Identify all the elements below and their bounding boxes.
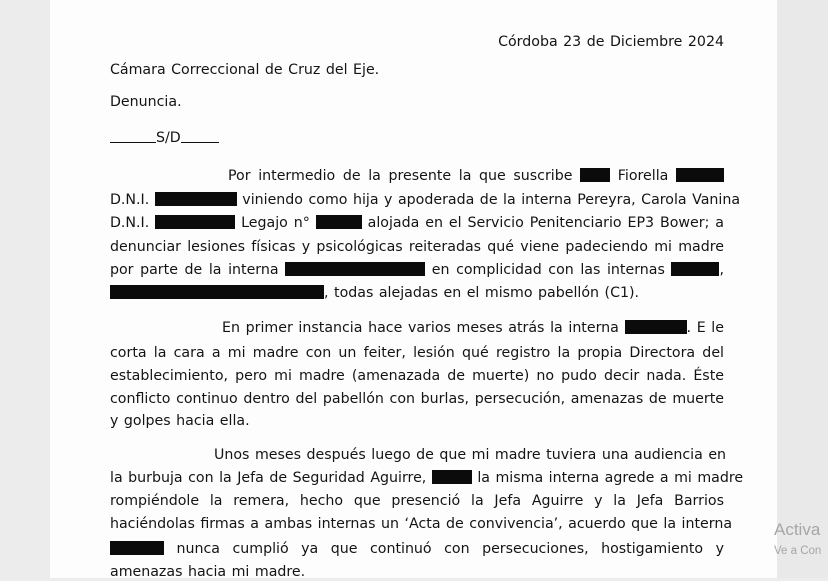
p1-text: Por intermedio de la presente la que suscribe <box>228 168 573 184</box>
redacted-block <box>155 192 237 206</box>
p1-text: , todas alejadas en el mismo pabellón (C1). <box>324 285 640 301</box>
p3-line-2 <box>110 469 744 487</box>
redacted-block <box>110 541 164 555</box>
p2-line-5: y golpes hacia ella. <box>110 413 250 429</box>
date-line: Córdoba 23 de Diciembre 2024 <box>498 34 724 50</box>
p1-line-4: denunciar lesiones físicas y psicológicas reiteradas qué viene padeciendo mi madre <box>110 239 724 255</box>
p1-line-3 <box>110 214 724 232</box>
subject: Denuncia. <box>110 94 182 110</box>
p1-text: viniendo como hija y apoderada de la interna Pereyra, Carola Vanina <box>242 192 741 208</box>
activation-watermark-title: Activa <box>774 520 821 539</box>
p3-text: nunca cumplió ya que continuó con persecuciones, hostigamiento y <box>176 541 724 557</box>
p2-line-2: corta la cara a mi madre con un feiter, lesión qué registro la propia Directora del <box>110 345 724 361</box>
p3-line-3: rompiéndole la remera, hecho que presenció la Jefa Aguirre y la Jefa Barrios <box>110 493 724 509</box>
addressee: Cámara Correccional de Cruz del Eje. <box>110 62 380 78</box>
p3-text: la misma interna agrede a mi madre <box>477 470 744 486</box>
redacted-block <box>110 285 324 299</box>
p1-text: Legajo n° <box>241 215 310 231</box>
sd-text: S/D <box>156 130 181 146</box>
p3-line-4: haciéndolas firmas a ambas internas un ‘Acta de convivencia’, acuerdo que la interna <box>110 516 733 532</box>
redacted-block <box>155 215 235 229</box>
p1-line-6 <box>110 284 724 302</box>
p1-text: D.N.I. <box>110 192 150 208</box>
redacted-block <box>432 470 472 484</box>
p1-line-1 <box>228 167 724 185</box>
redacted-block <box>285 262 425 276</box>
redacted-block <box>580 168 610 182</box>
p3-text: la burbuja con la Jefa de Seguridad Aguirre, <box>110 470 427 486</box>
redacted-block <box>671 262 719 276</box>
p3-line-1: Unos meses después luego de que mi madre tuviera una audiencia en <box>214 447 727 463</box>
p2-line-3: establecimiento, pero mi madre (amenazada de muerte) no pudo decir nada. Éste <box>110 368 724 384</box>
redacted-block <box>316 215 362 229</box>
p1-text: en complicidad con las internas <box>431 262 665 278</box>
p1-text: D.N.I. <box>110 215 150 231</box>
desktop-background <box>777 0 828 578</box>
p2-text: . E le <box>686 320 724 336</box>
p2-line-4: conflicto continuo dentro del pabellón con burlas, persecución, amenazas de muerte <box>110 391 724 407</box>
p1-line-5 <box>110 261 724 279</box>
p1-text: por parte de la interna <box>110 262 279 278</box>
p3-line-6: amenazas hacia mi madre. <box>110 564 306 580</box>
activation-watermark-subtitle: Ve a Con <box>774 545 822 557</box>
p3-line-5 <box>110 540 724 558</box>
blank-line <box>110 129 156 143</box>
blank-line <box>181 129 219 143</box>
redacted-block <box>625 320 687 334</box>
p1-text: Fiorella <box>617 168 669 184</box>
salutation <box>110 129 724 147</box>
p1-text: , <box>719 262 724 278</box>
p2-line-1 <box>222 319 724 337</box>
p1-line-2 <box>110 191 741 209</box>
p2-text: En primer instancia hace varios meses atrás la interna <box>222 320 619 336</box>
p1-text: alojada en el Servicio Penitenciario EP3 Bower; a <box>367 215 724 231</box>
redacted-block <box>676 168 724 182</box>
